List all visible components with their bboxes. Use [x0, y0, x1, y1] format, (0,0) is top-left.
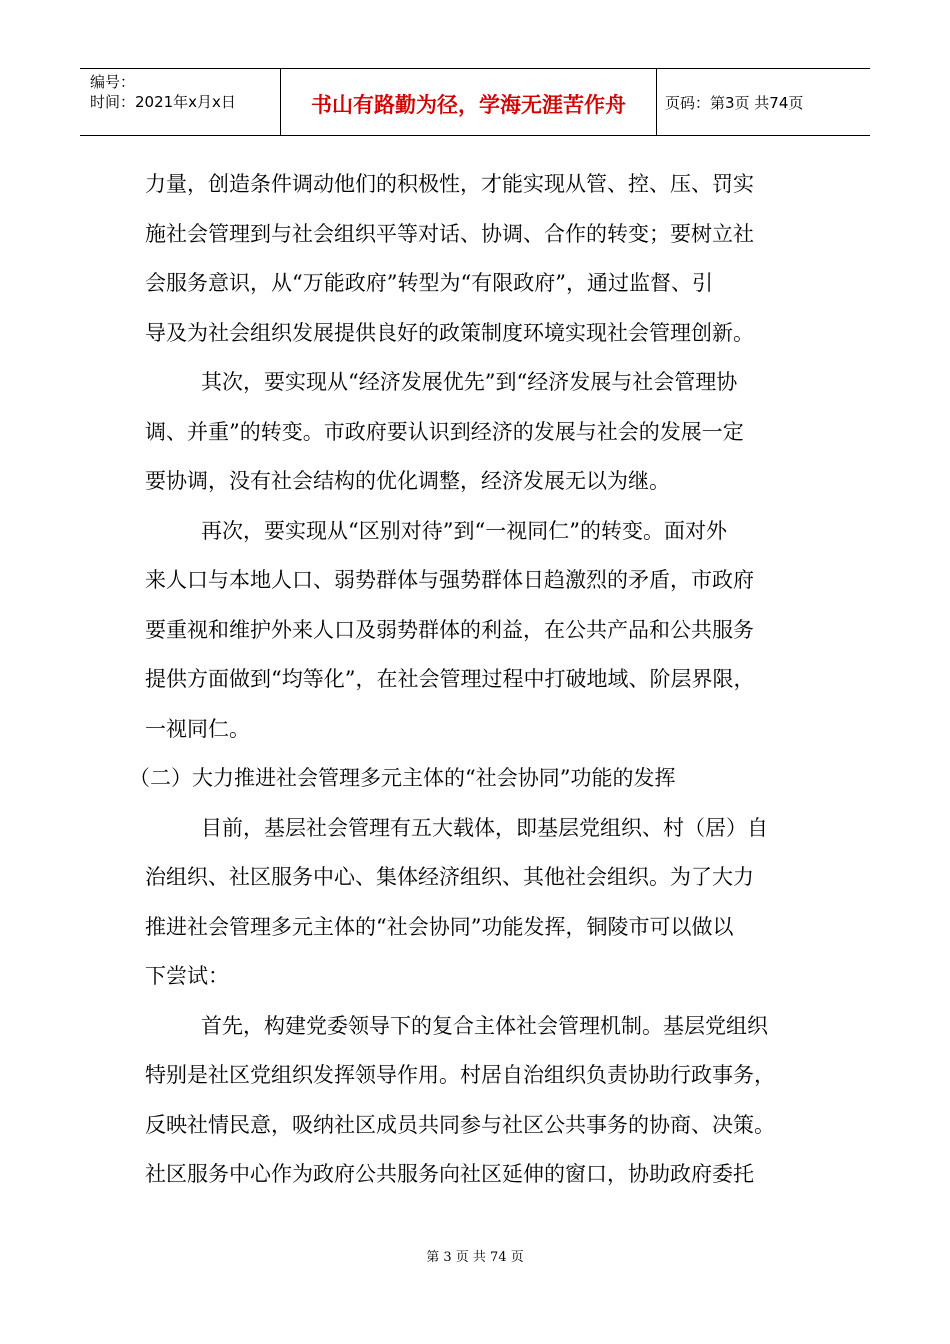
- body-line: 社区服务中心作为政府公共服务向社区延伸的窗口，协助政府委托: [145, 1162, 754, 1186]
- header-time-label: 时间：2021年x月x日: [90, 93, 236, 111]
- body-line: 要重视和维护外来人口及弱势群体的利益，在公共产品和公共服务: [145, 617, 754, 642]
- header-motto: 书山有路勤为径，学海无涯苦作舟: [281, 69, 657, 135]
- section-heading: （二）大力推进社会管理多元主体的“社会协同”功能的发挥: [129, 766, 676, 790]
- body-line: 一视同仁。: [145, 716, 250, 741]
- body-line: 来人口与本地人口、弱势群体与强势群体日趋激烈的矛盾，市政府: [145, 568, 754, 592]
- body-line: 导及为社会组织发展提供良好的政策制度环境实现社会管理创新。: [145, 320, 754, 345]
- body-line: 首先，构建党委领导下的复合主体社会管理机制。基层党组织: [201, 1013, 768, 1038]
- body-line: 下尝试：: [145, 964, 229, 988]
- page-footer: 第 3 页 共 74 页: [426, 1250, 524, 1265]
- body-line: 会服务意识，从“万能政府”转型为“有限政府”，通过监督、引: [145, 271, 713, 295]
- body-line: 调、并重”的转变。市政府要认识到经济的发展与社会的发展一定: [145, 419, 744, 444]
- header-meta: [80, 69, 281, 135]
- body-line: 要协调，没有社会结构的优化调整，经济发展无以为继。: [145, 469, 670, 493]
- body-line: 其次，要实现从“经济发展优先”到“经济发展与社会管理协: [201, 370, 738, 394]
- header-page-info: 页码：第3页 共74页: [665, 93, 804, 112]
- document-body: [129, 160, 810, 1200]
- body-line: 目前，基层社会管理有五大载体，即基层党组织、村（居）自: [201, 815, 768, 840]
- body-line: 推进社会管理多元主体的“社会协同”功能发挥，铜陵市可以做以: [145, 914, 734, 939]
- body-line: 施社会管理到与社会组织平等对话、协调、合作的转变；要树立社: [145, 221, 754, 246]
- body-line: 反映社情民意，吸纳社区成员共同参与社区公共事务的协商、决策。: [145, 1112, 775, 1137]
- body-line: 再次，要实现从“区别对待”到“一视同仁”的转变。面对外: [201, 518, 727, 543]
- body-line: 力量，创造条件调动他们的积极性，才能实现从管、控、压、罚实: [145, 172, 754, 196]
- body-line: 提供方面做到“均等化”，在社会管理过程中打破地域、阶层界限，: [145, 667, 755, 691]
- document-header: [80, 68, 870, 136]
- body-line: 特别是社区党组织发挥领导作用。村居自治组织负责协助行政事务，: [145, 1063, 775, 1087]
- header-number-label: 编号：: [90, 73, 136, 91]
- body-line: 治组织、社区服务中心、集体经济组织、其他社会组织。为了大力: [145, 865, 754, 889]
